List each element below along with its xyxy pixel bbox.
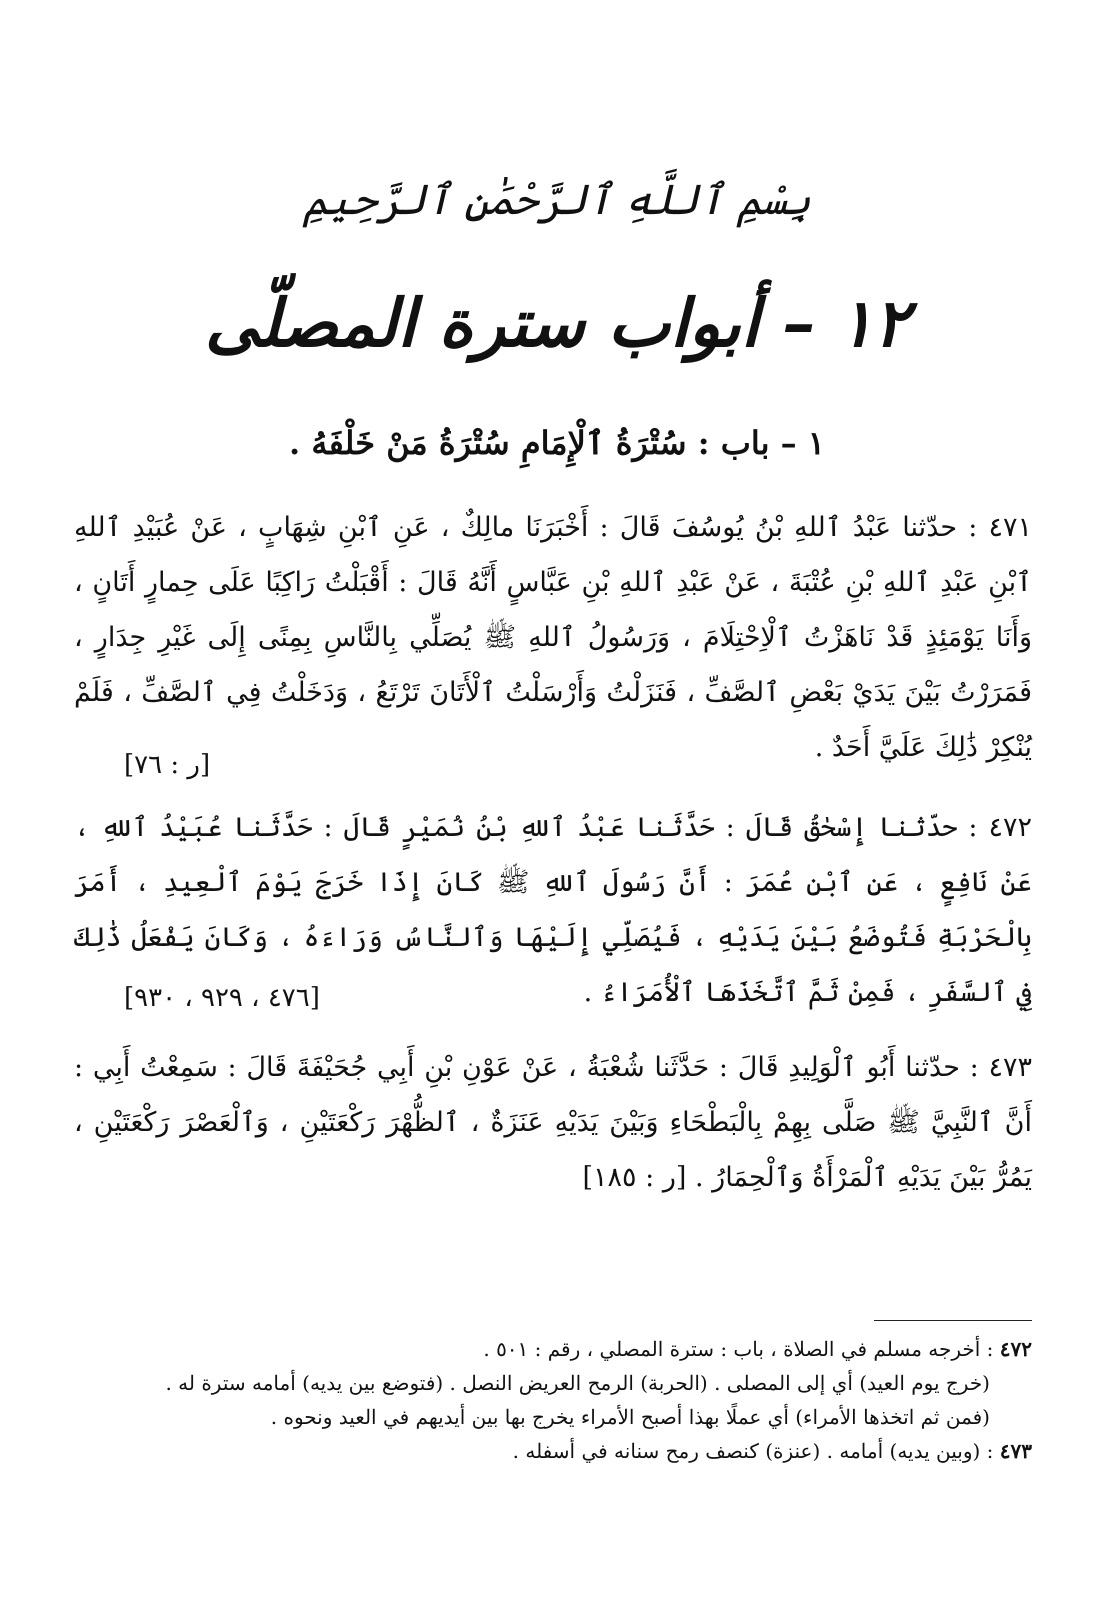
hadith-text: حدّثنا أَبُو ٱلْوَلِيدِ قَالَ : حَدَّثَنا شُعْبَةُ ، عَنْ عَوْنِ بْنِ أَبِي جُحَيْفَةَ قَالَ : سَمِعْتُ أَبِي : أَنَّ ٱلنَّبِيَّ ﷺ صَلَّى بِهِمْ بِالْبَطْحَاءِ وَبَيْنَ يَدَيْهِ عَنَزَةٌ ، ٱلظُّهْرَ رَكْعَتَيْنِ ، وَٱلْعَصْرَ رَكْعَتَيْنِ ، يَمُرُّ بَيْنَ يَدَيْهِ ٱلْمَرْأَةُ وَٱلْحِمَارُ . bbox=[74, 1052, 1032, 1193]
footnote-text: : (وبين يديه) أمامه . (عنزة) كنصف رمح سنانه في أسفله . bbox=[512, 1439, 994, 1463]
hadith-reference: [٤٧٦ ، ٩٢٩ ، ٩٣٠] bbox=[124, 983, 320, 1013]
footnotes bbox=[74, 1332, 1032, 1468]
footnote-text: (خرج يوم العيد) أي إلى المصلى . (الحربة) الرمح العريض النصل . (فتوضع بين يديه) أمامه سترة له . bbox=[165, 1371, 990, 1395]
hadith-472: ٤٧٢ : حدّثنا إِسْحٰقُ قَالَ : حَدَّثَنا عَبْدُ ٱللهِ بْنُ نُمَيْرٍ قَالَ : حَدَّثَنا عُبَيْدُ ٱللهِ ، عَنْ نَافِعٍ ، عَنِ ٱبْنِ عُمَرَ : أَنَّ رَسُولَ ٱللهِ ﷺ كَانَ إِذَا خَرَجَ يَوْمَ ٱلْعِيدِ ، أَمَرَ بِالْحَرْبَةِ فَتُوضَعُ بَيْنَ يَدَيْهِ ، فَيُصَلِّي إِلَيْهَا وَٱلنَّاسُ وَرَاءَهُ ، وَكَانَ يَفْعَلُ ذَٰلِكَ فِي ٱلسَّفَرِ ، فَمِنْ ثَمَّ ٱتَّخَذَهَا ٱلْأُمَرَاءُ . bbox=[74, 812, 1033, 1008]
footnote-item bbox=[74, 1434, 1032, 1468]
hadith-reference: [ر : ١٨٥] bbox=[582, 1162, 687, 1193]
footnote-item bbox=[74, 1366, 1032, 1400]
chapter-separator: – bbox=[782, 284, 816, 362]
hadith-473: ٤٧٣ : حدّثنا أَبُو ٱلْوَلِيدِ قَالَ : حَدَّثَنا شُعْبَةُ ، عَنْ عَوْنِ بْنِ أَبِي جُحَيْفَةَ قَالَ : سَمِعْتُ أَبِي : أَنَّ ٱلنَّبِيَّ ﷺ صَلَّى بِهِمْ بِالْبَطْحَاءِ وَبَيْنَ يَدَيْهِ عَنَزَةٌ ، ٱلظُّهْرَ رَكْعَتَيْنِ ، وَٱلْعَصْرَ رَكْعَتَيْنِ ، يَمُرُّ بَيْنَ يَدَيْهِ ٱلْمَرْأَةُ وَٱلْحِمَارُ . [ر : ١٨٥] bbox=[74, 1052, 1032, 1193]
hadith-number: ٤٧٢ bbox=[988, 812, 1033, 843]
chapter-number: ١٢ bbox=[838, 284, 909, 362]
hadith-text: حدّثنا عَبْدُ ٱللهِ بْنُ يُوسُفَ قَالَ : أَخْبَرَنَا مالِكٌ ، عَنِ ٱبْنِ شِهَابٍ ، عَنْ عُبَيْدِ ٱللهِ ٱبْنِ عَبْدِ ٱللهِ بْنِ عُتْبَةَ ، عَنْ عَبْدِ ٱللهِ بْنِ عَبَّاسٍ أَنَّهُ قَالَ : أَقْبَلْتُ رَاكِبًا عَلَى حِمارٍ أَتَانٍ ، وَأَنَا يَوْمَئِذٍ قَدْ نَاهَزْتُ ٱلْاِحْتِلَامَ ، وَرَسُولُ ٱللهِ ﷺ يُصَلِّي بِالنَّاسِ بِمِنًى إِلَى غَيْرِ جِدَارٍ ، فَمَرَرْتُ بَيْنَ يَدَيْ بَعْضِ ٱلصَّفِّ ، فَنَزَلْتُ وَأَرْسَلْتُ ٱلْأَتَانَ تَرْتَعُ ، وَدَخَلْتُ فِي ٱلصَّفِّ ، فَلَمْ يُنْكِرْ ذَٰلِكَ عَلَيَّ أَحَدٌ . bbox=[74, 512, 1032, 763]
hadith-text: حدّثنا إِسْحٰقُ قَالَ : حَدَّثَنا عَبْدُ ٱللهِ بْنُ نُمَيْرٍ قَالَ : حَدَّثَنا عُبَيْدُ ٱللهِ ، عَنْ نَافِعٍ ، عَنِ ٱبْنِ عُمَرَ : أَنَّ رَسُولَ ٱللهِ ﷺ كَانَ إِذَا خَرَجَ يَوْمَ ٱلْعِيدِ ، أَمَرَ بِالْحَرْبَةِ فَتُوضَعُ بَيْنَ يَدَيْهِ ، فَيُصَلِّي إِلَيْهَا وَٱلنَّاسُ وَرَاءَهُ ، وَكَانَ يَفْعَلُ ذَٰلِكَ فِي ٱلسَّفَرِ ، فَمِنْ ثَمَّ ٱتَّخَذَهَا ٱلْأُمَرَاءُ . bbox=[74, 812, 1032, 1008]
footnote-item bbox=[74, 1332, 1032, 1366]
chapter-name: أبواب سترة المصلّى bbox=[204, 284, 760, 362]
chapter-title bbox=[0, 268, 1114, 378]
footnote-text: : أخرجه مسلم في الصلاة ، باب : سترة المصلي ، رقم : ٥٠١ . bbox=[483, 1337, 994, 1361]
bab-heading: ١ – باب : سُتْرَةُ ٱلْإِمَامِ سُتْرَةُ مَنْ خَلْفَهُ . bbox=[289, 424, 825, 462]
basmala-calligraphy: بِسْمِ ٱللَّهِ ٱلرَّحْمَٰنِ ٱلرَّحِيمِ bbox=[303, 175, 811, 224]
footnote-item bbox=[74, 1400, 1032, 1434]
hadith-number: ٤٧١ bbox=[988, 512, 1032, 543]
footnote-number: ٤٧٢ bbox=[999, 1337, 1032, 1361]
hadith-reference: [ر : ٧٦] bbox=[124, 750, 211, 780]
footnote-number: ٤٧٣ bbox=[999, 1439, 1032, 1463]
footnote-divider bbox=[874, 1320, 1032, 1321]
hadith-471: ٤٧١ : حدّثنا عَبْدُ ٱللهِ بْنُ يُوسُفَ قَالَ : أَخْبَرَنَا مالِكٌ ، عَنِ ٱبْنِ شِهَابٍ ، عَنْ عُبَيْدِ ٱللهِ ٱبْنِ عَبْدِ ٱللهِ بْنِ عُتْبَةَ ، عَنْ عَبْدِ ٱللهِ بْنِ عَبَّاسٍ أَنَّهُ قَالَ : أَقْبَلْتُ رَاكِبًا عَلَى حِمارٍ أَتَانٍ ، وَأَنَا يَوْمَئِذٍ قَدْ نَاهَزْتُ ٱلْاِحْتِلَامَ ، وَرَسُولُ ٱللهِ ﷺ يُصَلِّي بِالنَّاسِ بِمِنًى إِلَى غَيْرِ جِدَارٍ ، فَمَرَرْتُ بَيْنَ يَدَيْ بَعْضِ ٱلصَّفِّ ، فَنَزَلْتُ وَأَرْسَلْتُ ٱلْأَتَانَ تَرْتَعُ ، وَدَخَلْتُ فِي ٱلصَّفِّ ، فَلَمْ يُنْكِرْ ذَٰلِكَ عَلَيَّ أَحَدٌ . bbox=[74, 512, 1032, 763]
hadith-number: ٤٧٣ bbox=[988, 1052, 1032, 1083]
footnote-text: (فمن ثم اتخذها الأمراء) أي عملًا بهذا أصبح الأمراء يخرج بها بين أيديهم في العيد ونحوه . bbox=[270, 1405, 990, 1429]
